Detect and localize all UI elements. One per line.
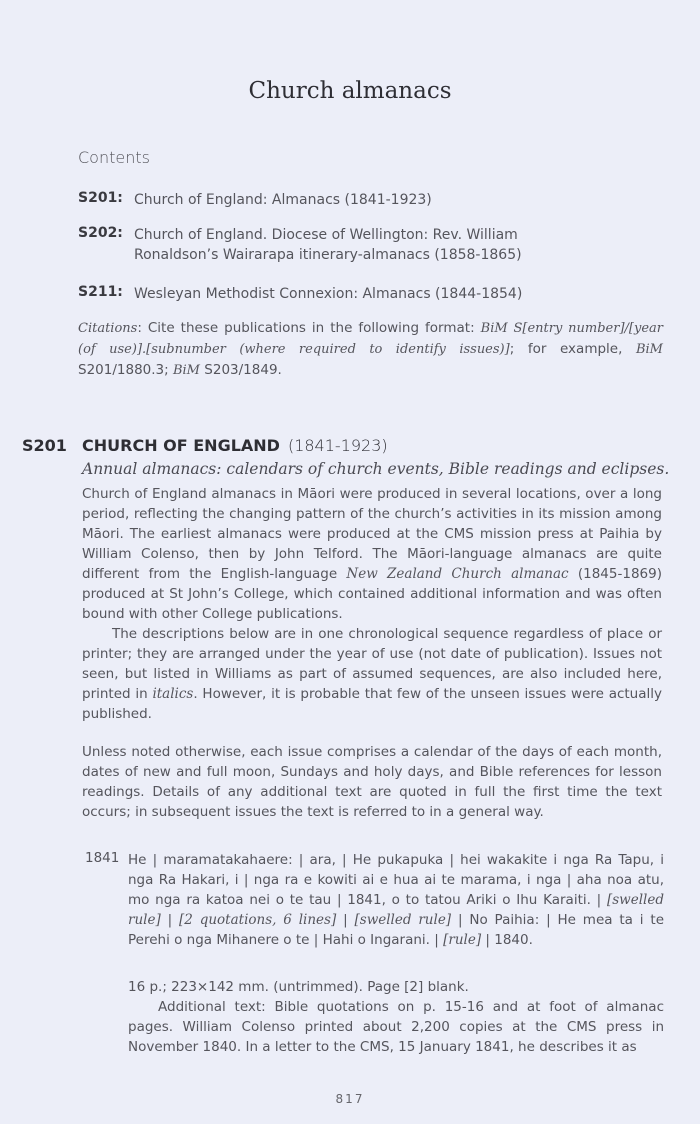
record-year: 1841 [85,850,120,866]
page-number: 817 [335,1092,365,1106]
entry-code: S201 [22,436,67,455]
entry-description [82,484,662,724]
page-title: Church almanacs [248,78,452,104]
entry-subtitle: Annual almanacs: calendars of church events, Bible readings and eclipses. [82,460,670,478]
citation-format: BiM S[entry number]/[year (of use)].[subnumber (where required to identify issues)] [78,321,663,357]
record-title: He | maramatakahaere: | ara, | He pukapuka | hei wakakite i nga Ra Tapu, i nga Ra Hakari, i | nga ra e kowiti ai e hua ai te marama, i nga | aha noa atu, mo nga ra katoa nei o te tau | 1841, o to tatou Ariki o Ihu Karaiti. | [swelled rule] | [2 quotations, 6 lines] | [swelled rule] | No Paihia: | He mea ta i te Perehi o nga Mihanere o te | Hahi o Ingarani. | [rule] | 1840. [128,852,664,948]
toc-entry-s202 [78,225,638,265]
toc-code: S201: [78,190,123,206]
entry-conventions [82,742,662,822]
entry-name: CHURCH OF ENGLAND [82,436,280,455]
entry-years: (1841-1923) [287,436,388,455]
citations-note: Citations: Cite these publications in the following format: BiM S[entry number]/[year (of use)].[subnumber (where required to identify issues)]; for example, BiM S201/1880.3; BiM S203/1849. [78,320,663,378]
paragraph: The descriptions below are in one chronological sequence regardless of place or printer; they are arranged under the year of use (not date of publication). Issues not seen, but listed in Williams as part of assumed sequences, are also included here, printed in italics. However, it is probable that few of the unseen issues were actually published. [82,626,663,722]
paragraph: Church of England almanacs in Māori were produced in several locations, over a long period, reflecting the changing pattern of the church’s activities in its mission among Māori. The earliest almanacs were produced at the CMS mission press at Paihia by William Colenso, then by John Telford. The Māori-language almanacs are quite different from the English-language New Zealand Church almanac (1845-1869) produced at St John’s College, which contained additional information and was often bound with other College publications. [82,486,662,622]
record-collation: 16 p.; 223×142 mm. (untrimmed). Page [2] blank. [128,979,469,995]
toc-code: S211: [78,284,123,300]
record-note: Additional text: Bible quotations on p. 15-16 and at foot of almanac pages. William Colenso printed about 2,200 copies at the CMS press in November 1840. In a letter to the CMS, 15 January 1841, he describes it as [128,999,664,1055]
entry-heading [82,436,388,455]
toc-entry-s211 [78,284,638,304]
contents-heading: Contents [78,148,150,167]
toc-text: Wesleyan Methodist Connexion: Almanacs (1844-1854) [134,286,523,302]
toc-text: Church of England: Almanacs (1841-1923) [134,192,432,208]
citations-label: Citations [78,321,138,336]
toc-entry-s201 [78,190,638,210]
paragraph: Unless noted otherwise, each issue comprises a calendar of the days of each month, dates of new and full moon, Sundays and holy days, and Bible references for lesson readings. Details of any additional text are quoted in full the first time the text occurs; in subsequent issues the text is referred to in a general way. [82,744,662,820]
toc-code: S202: [78,225,123,241]
toc-text: Church of England. Diocese of Wellington: Rev. William Ronaldson’s Wairarapa itinerary-almanacs (1858-1865) [134,227,522,263]
record-details [128,977,664,1057]
